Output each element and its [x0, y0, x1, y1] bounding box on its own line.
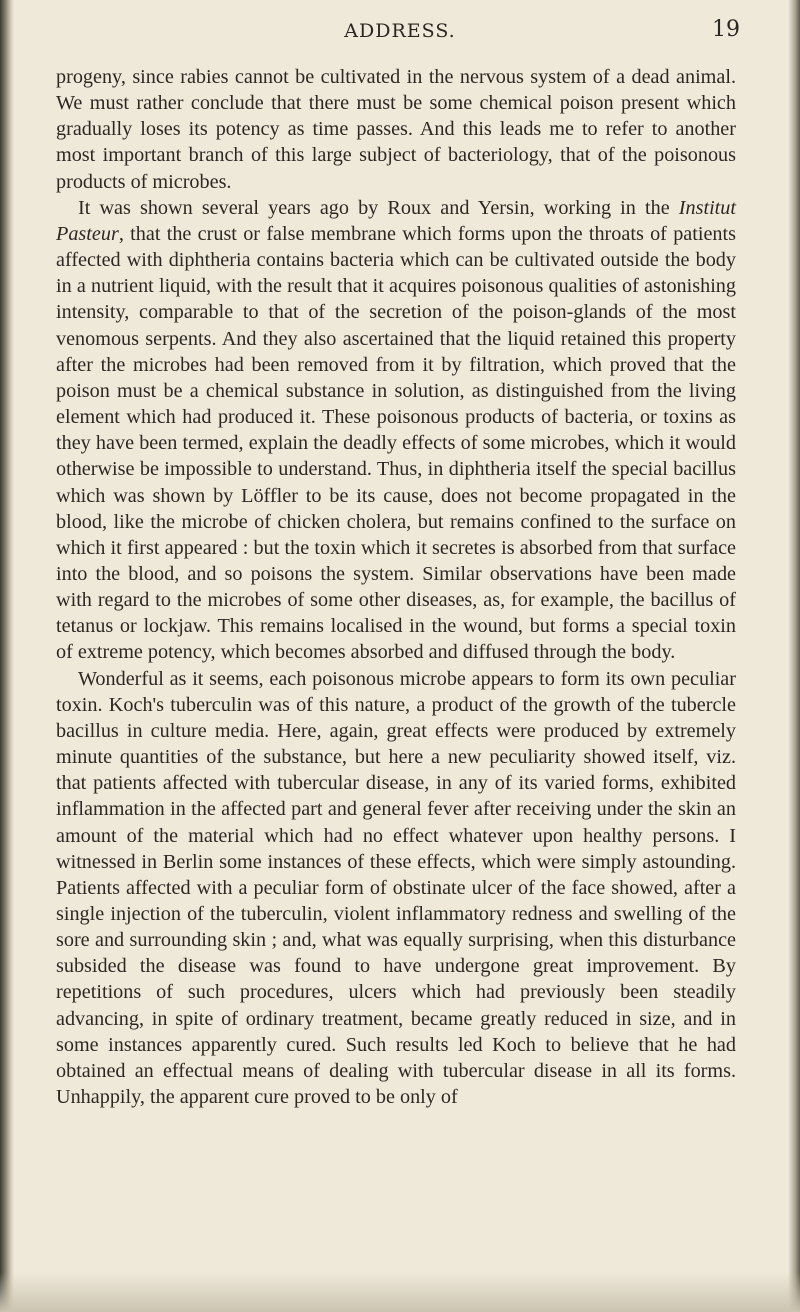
body-text [56, 64, 736, 1110]
paragraph-2 [56, 195, 736, 666]
paragraph-3: Wonderful as it seems, each poisonous microbe appears to form its own peculiar toxin. Koch's tuberculin was of this nature, a product of the growth of the tubercle bacillus in culture media. Here, again, great effects were produced by extremely minute quantities of the substance, but here a new peculiarity showed itself, viz. that patients affected with tubercular disease, in any of its varied forms, exhibited inflammation in the affected part and general fever after receiving under the skin an amount of the material which had no effect whatever upon healthy persons. I witnessed in Berlin some instances of these effects, which were simply astounding. Patients affected with a peculiar form of obstinate ulcer of the face showed, after a single injection of the tuberculin, violent inflammatory redness and swelling of the sore and surrounding skin ; and, what was equally surprising, when this disturbance subsided the disease was found to have undergone great improvement. By repetitions of such procedures, ulcers which had previously been steadily advancing, in spite of ordinary treatment, became greatly reduced in size, and in some instances apparently cured. Such results led Koch to believe that he had obtained an effectual means of dealing with tubercular disease in all its forms. Unhappily, the apparent cure proved to be only of [56, 667, 736, 1109]
running-title: ADDRESS. [344, 20, 456, 42]
institut-pasteur-italic: Institut Pasteur [56, 196, 736, 245]
paragraph-1: progeny, since rabies cannot be cultivated in the nervous system of a dead animal. We must rather conclude that there must be some chemical poison present which gradually loses its potency as time passes. And this leads me to refer to another most important branch of this large subject of bacteriology, that of the poisonous products of microbes. [56, 66, 736, 193]
page-edge-right [788, 0, 800, 1312]
page-number: 19 [712, 17, 740, 42]
paragraph-2-start: It was shown several years ago by Roux and Yersin, working in the [78, 196, 679, 219]
paragraph-2-rest: , that the crust or false membrane which forms upon the throats of patients affected with diphtheria contains bacteria which can be cultivated outside the body in a nutrient liquid, with the result that it acquires poisonous qualities of astonishing intensity, comparable to that of the secretion of the poison-glands of the most venomous serpents. And they also ascertained that the liquid retained this property after the microbes had been removed from it by filtration, which proved that the poison must be a chemical substance in solution, as distinguished from the living element which had produced it. These poisonous products of bacteria, or toxins as they have been termed, explain the deadly effects of some microbes, which it would otherwise be impossible to understand. Thus, in diphtheria itself the special bacillus which was shown by Löffler to be its cause, does not become propagated in the blood, like the microbe of chicken cholera, but remains confined to the surface on which it first appeared : but the toxin which it secretes is absorbed from that surface into the blood, and so poisons the system. Similar observations have been made with regard to the microbes of some other diseases, as, for example, the bacillus of tetanus or lockjaw. This remains localised in the wound, but forms a special toxin of extreme potency, which becomes absorbed and diffused through the body. [56, 222, 736, 664]
binding-shadow [0, 0, 14, 1312]
page-edge-bottom [0, 1272, 800, 1312]
